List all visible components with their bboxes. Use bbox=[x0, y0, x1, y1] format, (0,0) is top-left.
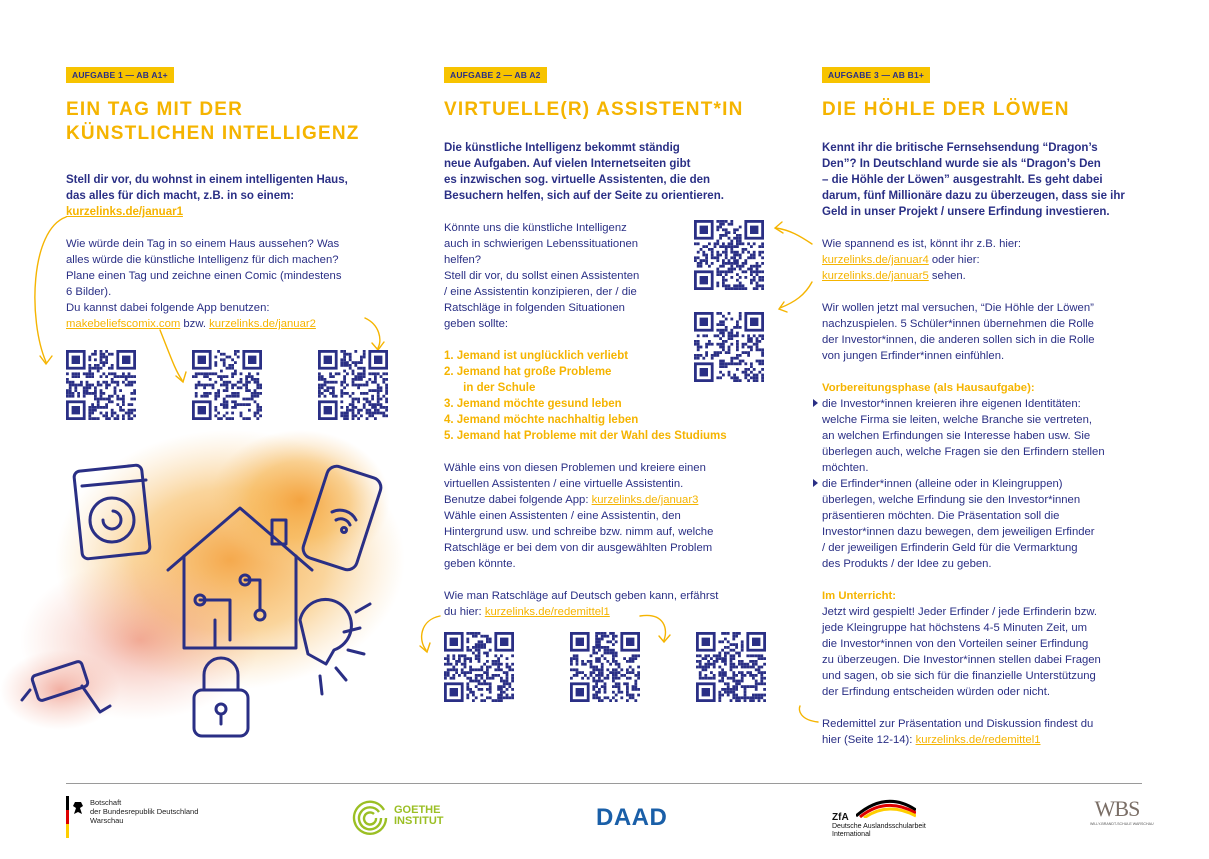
task1-intro-line2: das alles für dich macht, z.B. in so einem: bbox=[66, 190, 295, 202]
bullet2-line6: des Produkts / der Idee zu geben. bbox=[822, 558, 992, 570]
embassy-line2: der Bundesrepublik Deutschland bbox=[90, 807, 199, 816]
task1-p-line1: Wie würde dein Tag in so einem Haus aussehen? Was bbox=[66, 238, 340, 250]
qr-code-assistant-1[interactable] bbox=[694, 220, 764, 290]
task2-intro-line1: Die künstliche Intelligenz bekommt ständig bbox=[444, 142, 680, 154]
qr-code-januar3[interactable] bbox=[444, 632, 514, 702]
prep-heading: Vorbereitungsphase (als Hausaufgabe): bbox=[822, 382, 1035, 394]
task3-intro bbox=[822, 140, 1152, 220]
task3-title: DIE HÖHLE DER LÖWEN bbox=[822, 99, 1070, 120]
task1-link-januar1[interactable]: kurzelinks.de/januar1 bbox=[66, 206, 183, 218]
problem-item: in der Schule bbox=[444, 382, 536, 394]
task2-intro bbox=[444, 140, 774, 204]
task2-p3-line2: du hier: bbox=[444, 606, 485, 618]
task3-link-redemittel1[interactable]: kurzelinks.de/redemittel1 bbox=[915, 734, 1041, 746]
task1-badge: AUFGABE 1 — AB A1+ bbox=[66, 67, 174, 83]
task2-p1-line5: / eine Assistentin konzipieren, der / die bbox=[444, 286, 637, 298]
task1-p-line5: Du kannst dabei folgende App benutzen: bbox=[66, 302, 270, 314]
bullet2-line5: / der jeweiligen Erfinderin Geld für die Vermarktung bbox=[822, 542, 1078, 554]
bullet1-line4: überlegen auch, welche Fragen sie den Erfindern stellen bbox=[822, 446, 1105, 458]
task3-p1-line1: Wie spannend es ist, könnt ihr z.B. hier: bbox=[822, 238, 1022, 250]
bullet2-line3: präsentieren möchten. Die Präsentation soll die bbox=[822, 510, 1060, 522]
task3-p3-line1: Jetzt wird gespielt! Jeder Erfinder / jede Erfinderin bzw. bbox=[822, 606, 1098, 618]
task3-p2-line2: nachzuspielen. 5 Schüler*innen übernehmen die Rolle bbox=[822, 318, 1094, 330]
task2-link-redemittel1[interactable]: kurzelinks.de/redemittel1 bbox=[484, 606, 610, 618]
qr-code-januar2[interactable] bbox=[318, 350, 388, 420]
task1-title-line1: EIN TAG MIT DER bbox=[66, 99, 244, 120]
bullet1-line2: welche Firma sie leiten, welche Branche sie vertreten, bbox=[822, 414, 1092, 426]
task3-redemittel bbox=[822, 716, 1152, 748]
problem-item: 3. Jemand möchte gesund leben bbox=[444, 398, 622, 410]
zfa-abbr: ZfA bbox=[832, 812, 849, 823]
task3-p2-line4: von jungen Erfinder*innen einfühlen. bbox=[822, 350, 1005, 362]
task2-p2-line1: Wähle eins von diesen Problemen und kreiere einen bbox=[444, 462, 706, 474]
task1-p-line2: alles würde die künstliche Intelligenz für dich machen? bbox=[66, 254, 339, 266]
task2-app-instructions bbox=[444, 460, 774, 572]
task3-p4-line1: Redemittel zur Präsentation und Diskussion findest du bbox=[822, 718, 1094, 730]
task3-p3-line4: zu überzeugen. Die Investor*innen stellen dabei Fragen bbox=[822, 654, 1101, 666]
bullet1-line1: die Investor*innen kreieren ihre eigenen Identitäten: bbox=[822, 398, 1081, 410]
task3-intro-line5: Geld in unser Projekt / unsere Erfindung investieren. bbox=[822, 206, 1110, 218]
task3-intro-line2: Den”? In Deutschland wurde sie als “Dragon’s Den bbox=[822, 158, 1101, 170]
task2-p1-line7: geben sollte: bbox=[444, 318, 509, 330]
qr-code-redemittel1[interactable] bbox=[696, 632, 766, 702]
task3-p1-or: oder hier: bbox=[928, 254, 980, 266]
task1-link-januar2[interactable]: kurzelinks.de/januar2 bbox=[209, 318, 316, 330]
bullet2-line2: überlegen, welche Erfindung sie den Investor*innen bbox=[822, 494, 1081, 506]
task2-p2-line2: virtuellen Assistenten / eine virtuelle Assistentin. bbox=[444, 478, 684, 490]
daad-logo: DAAD bbox=[596, 804, 668, 831]
task3-in-class bbox=[822, 588, 1152, 700]
task2-p2-line7: geben könnte. bbox=[444, 558, 516, 570]
problem-list bbox=[444, 348, 774, 444]
task2-p2-line4: Wähle einen Assistenten / eine Assistentin, den bbox=[444, 510, 681, 522]
task3-p2-line3: der Investor*innen, die anderen sollen sich in die Rolle bbox=[822, 334, 1095, 346]
task3-p4-line2: hier (Seite 12-14): bbox=[822, 734, 916, 746]
task1-app-sep: bzw. bbox=[180, 318, 210, 330]
task3-p1-see: sehen. bbox=[928, 270, 966, 282]
task3-intro-line3: – die Höhle der Löwen” ausgestrahlt. Es geht dabei bbox=[822, 174, 1103, 186]
task1-app-link[interactable]: makebeliefscomix.com bbox=[66, 318, 181, 330]
task2-p2-line6: Ratschläge er bei dem von dir ausgewählten Problem bbox=[444, 542, 713, 554]
task2-p2-line5: Hintergrund usw. und schreibe bzw. nimm auf, welche bbox=[444, 526, 714, 538]
task1-p-line3: Plane einen Tag und zeichne einen Comic (mindestens bbox=[66, 270, 342, 282]
task1-p-line4: 6 Bilder). bbox=[66, 286, 112, 298]
task1-title bbox=[66, 98, 360, 146]
embassy-text bbox=[90, 798, 198, 825]
task2-p1-line1: Könnte uns die künstliche Intelligenz bbox=[444, 222, 627, 234]
task2-p1-line3: helfen? bbox=[444, 254, 482, 266]
goethe-text bbox=[394, 805, 444, 827]
task3-p2-line1: Wir wollen jetzt mal versuchen, “Die Höhle der Löwen” bbox=[822, 302, 1094, 314]
task2-intro-line3: es inzwischen sog. virtuelle Assistenten, die den bbox=[444, 174, 711, 186]
task2-p3-line1: Wie man Ratschläge auf Deutsch geben kann, erfährst bbox=[444, 590, 719, 602]
task3-p3-line3: die Investor*innen von den Vorteilen seiner Erfindung bbox=[822, 638, 1089, 650]
zfa-logo bbox=[832, 796, 992, 838]
task2-p2-line3: Benutze dabei folgende App: bbox=[444, 494, 592, 506]
goethe-institut-logo bbox=[350, 796, 460, 836]
zfa-text bbox=[832, 823, 926, 839]
task2-badge: AUFGABE 2 — AB A2 bbox=[444, 67, 547, 83]
task3-p3-line5: und sagen, ob sie sich für die finanzielle Unterstützung bbox=[822, 670, 1096, 682]
task3-intro-line4: darum, fünf Millionäre dazu zu überzeugen, dass sie ihr bbox=[822, 190, 1125, 202]
qr-code-makebeliefscomix[interactable] bbox=[192, 350, 262, 420]
task2-p1-line4: Stell dir vor, du sollst einen Assistenten bbox=[444, 270, 640, 282]
task3-p3-line6: der Erfindung entscheiden würden oder nicht. bbox=[822, 686, 1050, 698]
qr-code-assistant-app[interactable] bbox=[570, 632, 640, 702]
task2-link-januar3[interactable]: kurzelinks.de/januar3 bbox=[591, 494, 699, 506]
embassy-line1: Botschaft bbox=[90, 798, 122, 807]
task2-intro-line2: neue Aufgaben. Auf vielen Internetseiten gibt bbox=[444, 158, 691, 170]
wbs-logo bbox=[1090, 796, 1154, 840]
goethe-line1: GOETHE bbox=[394, 804, 441, 816]
problem-item: 2. Jemand hat große Probleme bbox=[444, 366, 612, 378]
task2-scenario bbox=[444, 220, 694, 332]
task1-instructions bbox=[66, 236, 396, 332]
task1-intro-line1: Stell dir vor, du wohnst in einem intelligenten Haus, bbox=[66, 174, 348, 186]
problem-item: 5. Jemand hat Probleme mit der Wahl des Studiums bbox=[444, 430, 727, 442]
german-eagle-flag-icon bbox=[66, 796, 86, 838]
embassy-line3: Warschau bbox=[90, 816, 124, 825]
problem-item: 1. Jemand ist unglücklich verliebt bbox=[444, 350, 629, 362]
task2-p1-line2: auch in schwierigen Lebenssituationen bbox=[444, 238, 639, 250]
bullet-icon bbox=[813, 479, 818, 487]
zfa-line2: International bbox=[832, 831, 871, 838]
goethe-spiral-icon bbox=[350, 796, 390, 836]
task3-badge: AUFGABE 3 — AB B1+ bbox=[822, 67, 930, 83]
task2-redemittel bbox=[444, 588, 774, 620]
qr-code-januar1[interactable] bbox=[66, 350, 136, 420]
class-heading: Im Unterricht: bbox=[822, 590, 897, 602]
task3-link-januar4[interactable]: kurzelinks.de/januar4 bbox=[822, 254, 929, 266]
task3-intro-line1: Kennt ihr die britische Fernsehsendung “Dragon’s bbox=[822, 142, 1098, 154]
wbs-letters: WBS bbox=[1094, 796, 1140, 821]
footer-divider bbox=[66, 783, 1142, 784]
problem-item: 4. Jemand möchte nachhaltig leben bbox=[444, 414, 639, 426]
task1-title-line2: KÜNSTLICHEN INTELLIGENZ bbox=[66, 123, 360, 144]
task2-p1-line6: Ratschläge in folgenden Situationen bbox=[444, 302, 625, 314]
task2-title: VIRTUELLE(R) ASSISTENT*IN bbox=[444, 99, 744, 120]
zfa-swoosh-icon bbox=[856, 796, 916, 818]
bullet2-line1: die Erfinder*innen (alleine oder in Kleingruppen) bbox=[822, 478, 1063, 490]
task3-link-januar5[interactable]: kurzelinks.de/januar5 bbox=[822, 270, 929, 282]
task3-p3-line2: jede Kleingruppe hat höchstens 4-5 Minuten Zeit, um bbox=[822, 622, 1088, 634]
task3-roleplay bbox=[822, 300, 1152, 364]
zfa-line1: Deutsche Auslandsschularbeit bbox=[832, 823, 926, 830]
task1-intro bbox=[66, 172, 396, 220]
bullet-icon bbox=[813, 399, 818, 407]
bullet1-line5: möchten. bbox=[822, 462, 869, 474]
bullet1-line3: an welchen Erfindungen sie Interesse haben usw. Sie bbox=[822, 430, 1091, 442]
task3-examples bbox=[822, 236, 1152, 284]
wbs-subtitle: WILLY-BRANDT-SCHULE WARSCHAU bbox=[1090, 822, 1154, 826]
task3-preparation bbox=[822, 380, 1152, 572]
task2-intro-line4: Besuchern helfen, sich auf der Seite zu orientieren. bbox=[444, 190, 724, 202]
goethe-line2: INSTITUT bbox=[394, 815, 444, 827]
bullet2-line4: Investor*innen dazu bewegen, dem jeweiligen Erfinder bbox=[822, 526, 1095, 538]
